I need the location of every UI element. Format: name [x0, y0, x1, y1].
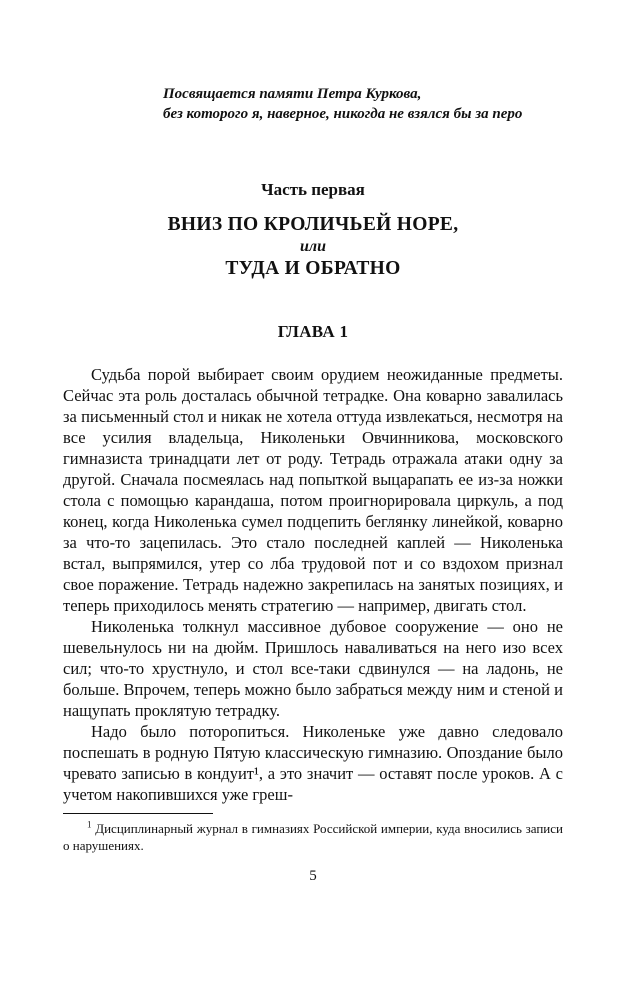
dedication — [163, 84, 563, 124]
page-number: 5 — [309, 868, 317, 884]
footnote-text: Дисциплинарный журнал в гимназиях Российской империи, куда вносились записи о нарушениях. — [63, 821, 563, 853]
part-label: Часть первая — [261, 180, 365, 199]
footnote-marker: 1 — [87, 819, 92, 830]
dedication-line-2: без которого я, наверное, никогда не взялся бы за перо — [163, 106, 523, 122]
paragraph-2: Николенька толкнул массивное дубовое сооружение — оно не шевельнулось ни на дюйм. Пришлось наваливаться на него изо всех сил; что-то хрустнуло, и стол все-таки сдвинулся — на ладонь, не больше. Впрочем, теперь можно было забраться между ним и стеной и нащупать проклятую тетрадку. — [63, 617, 563, 720]
footnote-separator — [63, 813, 213, 814]
paragraph-1: Судьба порой выбирает своим орудием неожиданные предметы. Сейчас эта роль досталась обычной тетрадке. Она коварно завалилась за письменный стол и никак не хотела оттуда извлекаться, несмотря на все усилия владельца, Николеньки Овчинникова, московского гимназиста тринадцати лет от роду. Тетрадь отражала атаки одну за другой. Сначала посмеялась над попыткой выцарапать ее из-за ножки стола с помощью карандаша, потом проигнорировала циркуль, а под конец, когда Николенька сумел подцепить беглянку линейкой, коварно за что-то зацепилась. Это стало последней каплей — Николенька встал, выпрямился, утер со лба трудовой пот и со вздохом признал свое поражение. Тетрадь надежно закрепилась на занятых позициях, и теперь приходилось менять стратегию — например, двигать стол. — [63, 365, 563, 615]
dedication-line-1: Посвящается памяти Петра Куркова, — [163, 86, 422, 102]
paragraph-3: Надо было поторопиться. Николеньке уже давно следовало поспешать в родную Пятую классическую гимназию. Опоздание было чревато записью в кондуит¹, а это значит — оставят после уроков. А с учетом накопившихся уже греш- — [63, 722, 563, 804]
footnote — [63, 820, 563, 854]
part-header — [63, 180, 563, 280]
footnote-area — [63, 813, 563, 854]
part-title-line-2: ТУДА И ОБРАТНО — [225, 258, 401, 279]
part-title-connector: или — [299, 238, 326, 255]
body-text — [63, 364, 563, 805]
part-title-line-1: ВНИЗ ПО КРОЛИЧЬЕЙ НОРЕ, — [167, 214, 459, 235]
chapter-title: ГЛАВА 1 — [277, 322, 349, 341]
